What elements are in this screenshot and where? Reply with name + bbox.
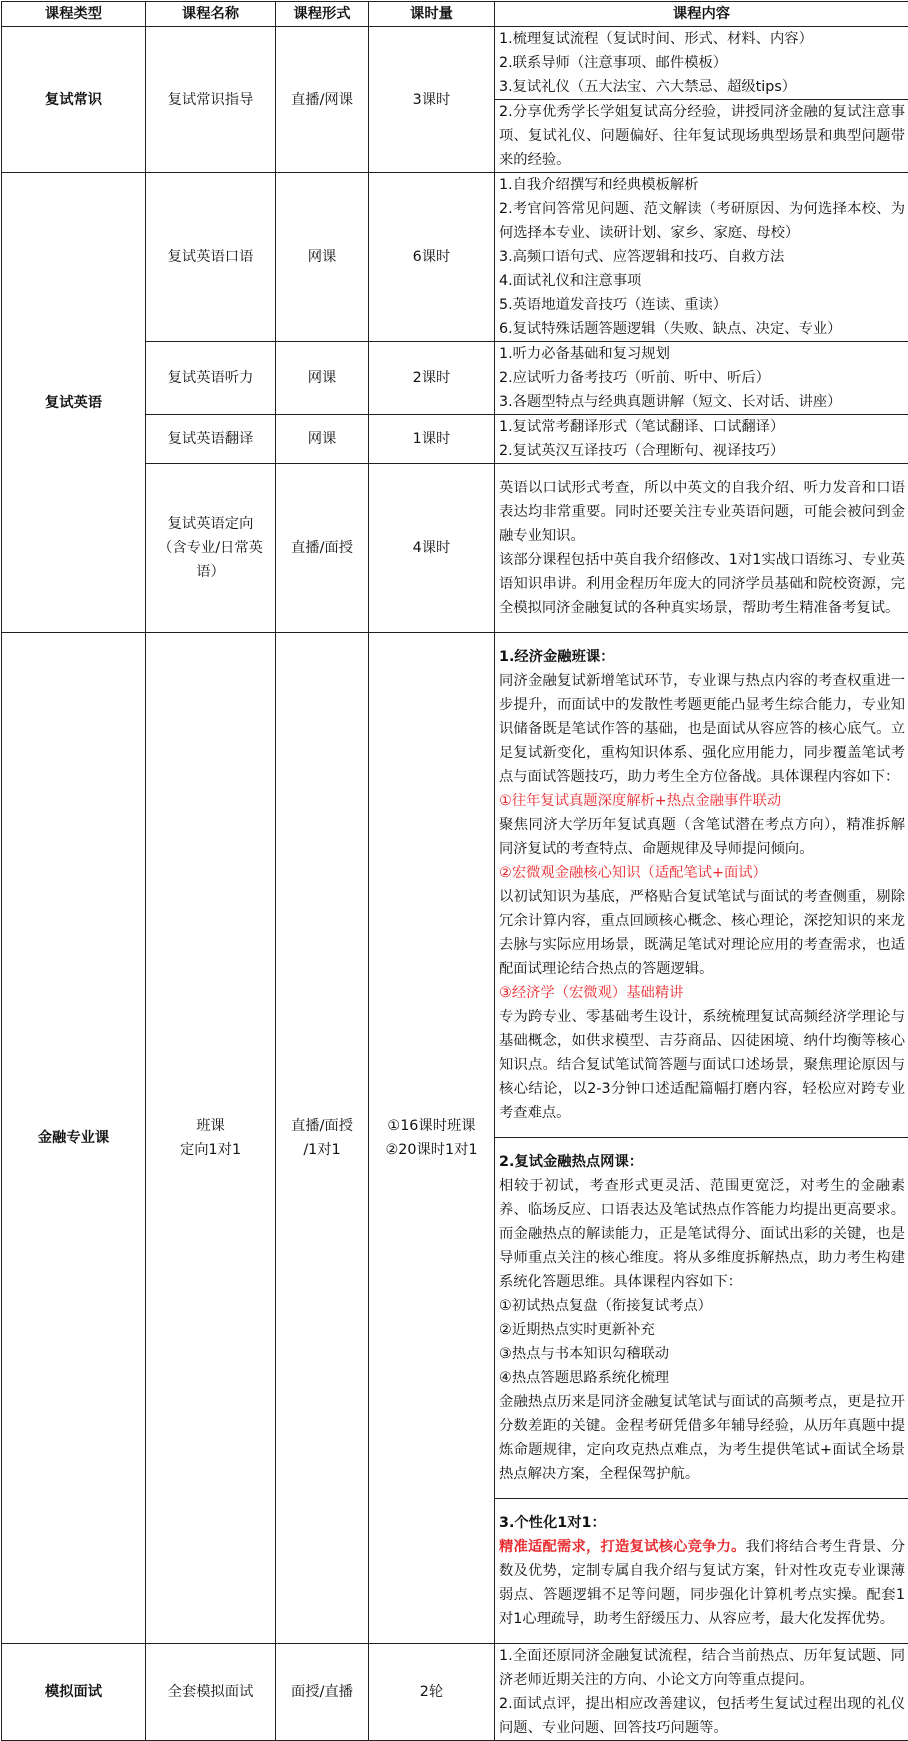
content-line: 2.应试听力备考技巧（听前、听中、听后） bbox=[499, 366, 905, 390]
course-content-cell bbox=[495, 1138, 908, 1499]
course-content-cell bbox=[495, 1644, 908, 1741]
content-highlight: 精准适配需求，打造复试核心竞争力。 bbox=[499, 1539, 746, 1555]
content-line: 5.英语地道发音技巧（连读、重读） bbox=[499, 293, 905, 317]
header-course-name: 课程名称 bbox=[146, 2, 276, 27]
content-paragraph: 聚焦同济大学历年复试真题（含笔试潜在考点方向），精准拆解同济复试的考查特点、命题规律及导师提问倾向。 bbox=[499, 813, 905, 861]
content-line: 2.考官问答常见问题、范文解读（考研原因、为何选择本校、为何选择本专业、读研计划、家乡、家庭、母校） bbox=[499, 197, 905, 245]
content-line: 3.复试礼仪（五大法宝、六大禁忌、超级tips） bbox=[499, 75, 905, 99]
course-hours-cell: 6课时 bbox=[369, 173, 495, 342]
content-highlight: ①往年复试真题深度解析+热点金融事件联动 bbox=[499, 789, 905, 813]
course-content-cell bbox=[495, 100, 908, 173]
content-line: 3.高频口语句式、应答逻辑和技巧、自救方法 bbox=[499, 245, 905, 269]
content-paragraph: 专为跨专业、零基础考生设计，系统梳理复试高频经济学理论与基础概念，如供求模型、吉芬商品、囚徒困境、纳什均衡等核心知识点。结合复试笔试简答题与面试口述场景，聚焦理论原因与核心结论，以2-3分钟口述适配篇幅打磨内容，轻松应对跨专业考查难点。 bbox=[499, 1005, 905, 1125]
content-highlight: ③经济学（宏微观）基础精讲 bbox=[499, 981, 905, 1005]
content-paragraph: 以初试知识为基底，严格贴合复试笔试与面试的考查侧重，剔除冗余计算内容，重点回顾核心概念、核心理论，深挖知识的来龙去脉与实际应用场景，既满足笔试对理论应用的考查需求，也适配面试理论结合热点的答题逻辑。 bbox=[499, 885, 905, 981]
content-paragraph: 1.全面还原同济金融复试流程，结合当前热点、历年复试题、同济老师近期关注的方向、小论文方向等重点提问。 bbox=[499, 1644, 905, 1692]
course-hours-cell: 2课时 bbox=[369, 342, 495, 415]
content-line: ③热点与书本知识勾稽联动 bbox=[499, 1342, 905, 1366]
course-name-cell: 复试英语定向（含专业/日常英语） bbox=[146, 464, 276, 633]
course-name-cell: 复试常识指导 bbox=[146, 27, 276, 173]
content-line: 1.梳理复试流程（复试时间、形式、材料、内容） bbox=[499, 27, 905, 51]
content-paragraph: 该部分课程包括中英自我介绍修改、1对1实战口语练习、专业英语知识串讲。利用金程历年庞大的同济学员基础和院校资源，完全模拟同济金融复试的各种真实场景，帮助考生精准备考复试。 bbox=[499, 548, 905, 620]
content-paragraph bbox=[499, 1535, 905, 1631]
course-content-cell bbox=[495, 1499, 908, 1644]
course-name-line: 班课 bbox=[146, 1114, 275, 1138]
course-type-cell: 金融专业课 bbox=[2, 633, 146, 1644]
table-row bbox=[2, 1644, 908, 1741]
header-course-type: 课程类型 bbox=[2, 2, 146, 27]
course-type-cell: 复试常识 bbox=[2, 27, 146, 173]
course-hours-line: ②20课时1对1 bbox=[369, 1138, 494, 1162]
content-line: 2.复试英汉互译技巧（合理断句、视译技巧） bbox=[499, 439, 905, 463]
header-course-content: 课程内容 bbox=[495, 2, 908, 27]
content-text: 我们将结合考生背景、分数及优势，定制专属自我介绍与复试方案，针对性攻克专业课薄弱点、答题逻辑不足等问题，同步强化计算机考点实操。配套1对1心理疏导，助考生舒缓压力、从容应考，最大化发挥优势。 bbox=[499, 1539, 905, 1627]
course-form-line: /1对1 bbox=[276, 1138, 368, 1162]
content-line: ①初试热点复盘（衔接复试考点） bbox=[499, 1294, 905, 1318]
content-paragraph: 2.分享优秀学长学姐复试高分经验，讲授同济金融的复试注意事项、复试礼仪、问题偏好、往年复试现场典型场景和典型问题带来的经验。 bbox=[499, 100, 905, 172]
course-form-cell: 直播/面授 bbox=[276, 464, 369, 633]
course-hours-cell bbox=[369, 633, 495, 1644]
course-form-cell: 网课 bbox=[276, 173, 369, 342]
content-line: 4.面试礼仪和注意事项 bbox=[499, 269, 905, 293]
content-heading: 3.个性化1对1： bbox=[499, 1511, 905, 1535]
course-hours-line: ①16课时班课 bbox=[369, 1114, 494, 1138]
course-content-cell bbox=[495, 342, 908, 415]
content-line: 3.各题型特点与经典真题讲解（短文、长对话、讲座） bbox=[499, 390, 905, 414]
course-hours-cell: 3课时 bbox=[369, 27, 495, 173]
course-content-cell bbox=[495, 415, 908, 464]
content-heading: 2.复试金融热点网课： bbox=[499, 1150, 905, 1174]
content-paragraph: 英语以口试形式考查，所以中英文的自我介绍、听力发音和口语表达均非常重要。同时还要关注专业英语问题，可能会被问到金融专业知识。 bbox=[499, 476, 905, 548]
content-line: ②近期热点实时更新补充 bbox=[499, 1318, 905, 1342]
content-paragraph: 同济金融复试新增笔试环节，专业课与热点内容的考查权重进一步提升，而面试中的发散性考题更能凸显考生综合能力，专业知识储备既是笔试作答的基础，也是面试从容应答的核心底气。立足复试新变化，重构知识体系、强化应用能力，同步覆盖笔试考点与面试答题技巧，助力考生全方位备战。具体课程内容如下： bbox=[499, 669, 905, 789]
course-hours-cell: 2轮 bbox=[369, 1644, 495, 1741]
course-hours-cell: 1课时 bbox=[369, 415, 495, 464]
course-name-cell: 复试英语口语 bbox=[146, 173, 276, 342]
course-form-line: 直播/面授 bbox=[276, 1114, 368, 1138]
content-line: 1.听力必备基础和复习规划 bbox=[499, 342, 905, 366]
table-row bbox=[2, 27, 908, 100]
course-name-line: 定向1对1 bbox=[146, 1138, 275, 1162]
course-type-cell: 复试英语 bbox=[2, 173, 146, 633]
course-form-cell: 直播/网课 bbox=[276, 27, 369, 173]
course-form-cell: 网课 bbox=[276, 415, 369, 464]
header-course-form: 课程形式 bbox=[276, 2, 369, 27]
course-content-cell bbox=[495, 173, 908, 342]
course-form-cell bbox=[276, 633, 369, 1644]
header-course-hours: 课时量 bbox=[369, 2, 495, 27]
content-paragraph: 相较于初试，考查形式更灵活、范围更宽泛，对考生的金融素养、临场反应、口语表达及笔试热点作答能力均提出更高要求。而金融热点的解读能力，正是笔试得分、面试出彩的关键，也是导师重点关注的核心维度。将从多维度拆解热点，助力考生构建系统化答题思维。具体课程内容如下： bbox=[499, 1174, 905, 1294]
content-line: ④热点答题思路系统化梳理 bbox=[499, 1366, 905, 1390]
table-row bbox=[2, 633, 908, 1138]
content-line: 1.复试常考翻译形式（笔试翻译、口试翻译） bbox=[499, 415, 905, 439]
content-paragraph: 金融热点历来是同济金融复试笔试与面试的高频考点，更是拉开分数差距的关键。金程考研凭借多年辅导经验，从历年真题中提炼命题规律，定向攻克热点难点，为考生提供笔试+面试全场景热点解决方案，全程保驾护航。 bbox=[499, 1390, 905, 1486]
header-row bbox=[2, 2, 908, 27]
table-row bbox=[2, 173, 908, 342]
course-content-cell bbox=[495, 464, 908, 633]
course-name-cell bbox=[146, 633, 276, 1644]
content-highlight: ②宏微观金融核心知识（适配笔试+面试） bbox=[499, 861, 905, 885]
course-content-cell bbox=[495, 27, 908, 100]
course-form-cell: 面授/直播 bbox=[276, 1644, 369, 1741]
course-name-cell: 全套模拟面试 bbox=[146, 1644, 276, 1741]
course-name-cell: 复试英语听力 bbox=[146, 342, 276, 415]
content-line: 6.复试特殊话题答题逻辑（失败、缺点、决定、专业） bbox=[499, 317, 905, 341]
content-heading: 1.经济金融班课： bbox=[499, 645, 905, 669]
content-line: 2.联系导师（注意事项、邮件模板） bbox=[499, 51, 905, 75]
course-type-cell: 模拟面试 bbox=[2, 1644, 146, 1741]
course-hours-cell: 4课时 bbox=[369, 464, 495, 633]
course-form-cell: 网课 bbox=[276, 342, 369, 415]
course-name-cell: 复试英语翻译 bbox=[146, 415, 276, 464]
content-line: 1.自我介绍撰写和经典模板解析 bbox=[499, 173, 905, 197]
content-paragraph: 2.面试点评，提出相应改善建议，包括考生复试过程出现的礼仪问题、专业问题、回答技巧问题等。 bbox=[499, 1692, 905, 1740]
course-table bbox=[1, 1, 908, 1741]
course-content-cell bbox=[495, 633, 908, 1138]
